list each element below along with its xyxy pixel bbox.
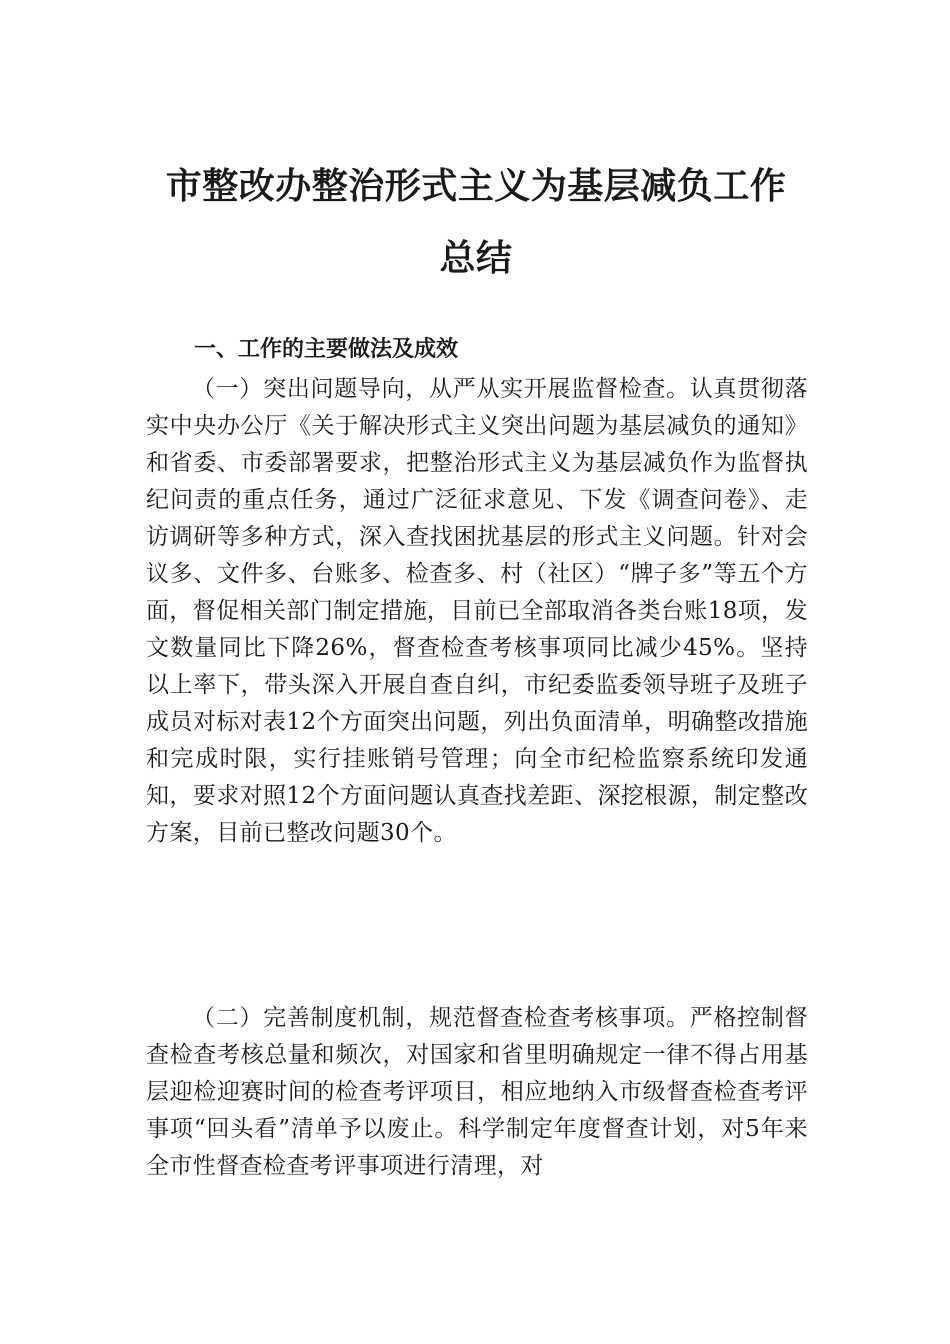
paragraph-2: （二）完善制度机制，规范督查检查考核事项。严格控制督查检查考核总量和频次，对国家和省里明确规定一律不得占用基层迎检迎赛时间的检查考评项目，相应地纳入市级督查检查考评事项“回头看”清单予以废止。科学制定年度督查计划，对5年来全市性督查检查考评事项进行清理，对 [146, 1005, 808, 1179]
paragraph-1: （一）突出问题导向，从严从实开展监督检查。认真贯彻落实中央办公厅《关于解决形式主义突出问题为基层减负的通知》和省委、市委部署要求，把整治形式主义为基层减负作为监督执纪问责的重点任务，通过广泛征求意见、下发《调查问卷》、走访调研等多种方式，深入查找困扰基层的形式主义问题。针对会议多、文件多、台账多、检查多、村（社区）“牌子多”等五个方面，督促相关部门制定措施，目前已全部取消各类台账18项，发文数量同比下降26%，督查检查考核事项同比减少45%。坚持以上率下，带头深入开展自查自纠，市纪委监委领导班子及班子成员对标对表12个方面突出问题，列出负面清单，明确整改措施和完成时限，实行挂账销号管理；向全市纪检监察系统印发通知，要求对照12个方面问题认真查找差距、深挖根源，制定整改方案，目前已整改问题30个。 [146, 376, 808, 846]
section-heading: 一、工作的主要做法及成效 [194, 337, 459, 362]
document-title: 市整改办整治形式主义为基层减负工作总结 [165, 165, 787, 279]
